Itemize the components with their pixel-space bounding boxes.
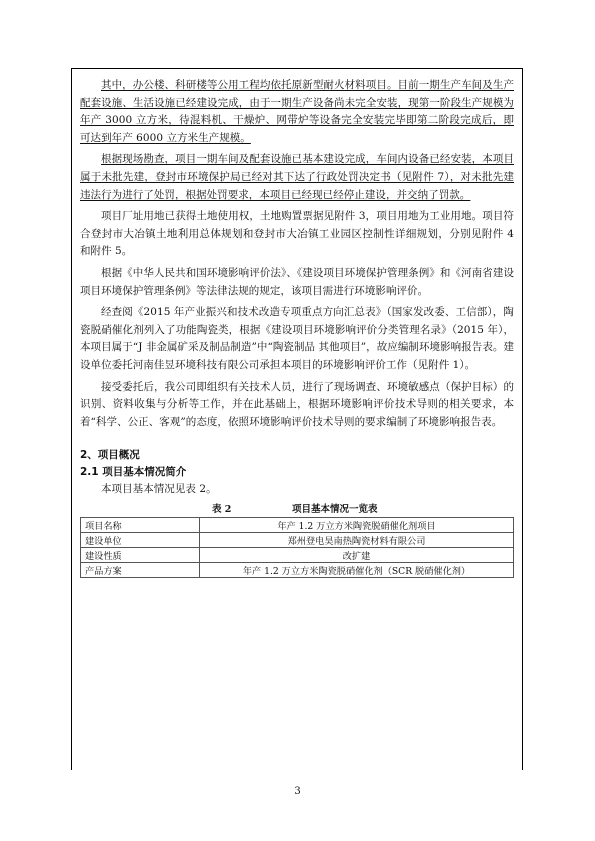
row-key: 项目名称: [81, 517, 200, 532]
report-frame: [71, 68, 523, 770]
table-intro: 本项目基本情况见表 2。: [101, 483, 217, 496]
page-number: 3: [294, 786, 301, 797]
subsection-heading: 2.1 项目基本情况简介: [80, 466, 187, 479]
table-row: [81, 517, 514, 532]
row-value: 年产 1.2 万立方米陶瓷脱硝催化剂（SCR 脱硝催化剂）: [200, 562, 514, 577]
table-title: 项目基本情况一览表: [292, 503, 378, 515]
row-value: 年产 1.2 万立方米陶瓷脱硝催化剂项目: [200, 517, 514, 532]
row-value: 改扩建: [200, 547, 514, 562]
paragraph-status: 其中，办公楼、科研楼等公用工程均依托原新型耐火材料项目。目前一期生产车间及生产配套设施、生活设施已经建设完成，由于一期生产设备尚未完全安装，现第一阶段生产规模为年产 3000 立方米，待混料机、干燥炉、网带炉等设备完全安装完毕即第二阶段完成后，即可达到年产 6000 立方米生产规模。: [80, 79, 514, 144]
project-info-table: [80, 517, 514, 578]
paragraph-commission: 接受委托后，我公司即组织有关技术人员，进行了现场调查、环境敏感点（保护目标）的识别、资料收集与分析等工作，并在此基础上，根据环境影响评价技术导则的相关要求，本着“科学、公正、客观”的态度，依照环境影响评价技术导则的要求编制了环境影响报告表。: [80, 380, 514, 428]
paragraph-penalty: 根据现场勘查，项目一期车间及配套设施已基本建设完成，车间内设备已经安装，本项目属于未批先建，登封市环境保护局已经对其下达了行政处罚决定书（见附件 7），对未批先建违法行为进行了处罚，根据处罚要求，本项目已经现已经停止建设，并交纳了罚款。: [80, 153, 514, 201]
section-heading: 2、项目概况: [80, 449, 140, 462]
paragraph-classification: 经查阅《2015 年产业振兴和技术改造专项重点方向汇总表》（国家发改委、工信部），陶瓷脱硝催化剂列入了功能陶瓷类，根据《建设项目环境影响评价分类管理名录》（2015 年），本项目属于“J 非金属矿采及制品制造”中“陶瓷制品 其他项目”，故应编制环境影响报告表。建设单位委托河南佳昱环境科技有限公司承担本项目的环境影响评价工作（见附件 1）。: [80, 306, 514, 371]
table-row: [81, 547, 514, 562]
row-key: 建设性质: [81, 547, 200, 562]
row-key: 建设单位: [81, 532, 200, 547]
row-value: 郑州登电昊南热陶瓷材料有限公司: [200, 532, 514, 547]
table-number: 表 2: [212, 503, 232, 515]
paragraph-law: 根据《中华人民共和国环境影响评价法》、《建设项目环境保护管理条例》和《河南省建设项目环境保护管理条例》等法律法规的规定，该项目需进行环境影响评价。: [80, 266, 514, 297]
table-caption: [80, 501, 514, 515]
table-row: [81, 532, 514, 547]
table-row: [81, 562, 514, 577]
paragraph-land: 项目厂址用地已获得土地使用权，土地购置票据见附件 3，项目用地为工业用地。项目符合登封市大冶镇土地利用总体规划和登封市大冶镇工业园区控制性详细规划，分别见附件 4 和附件 5。: [80, 210, 514, 258]
row-key: 产品方案: [81, 562, 200, 577]
